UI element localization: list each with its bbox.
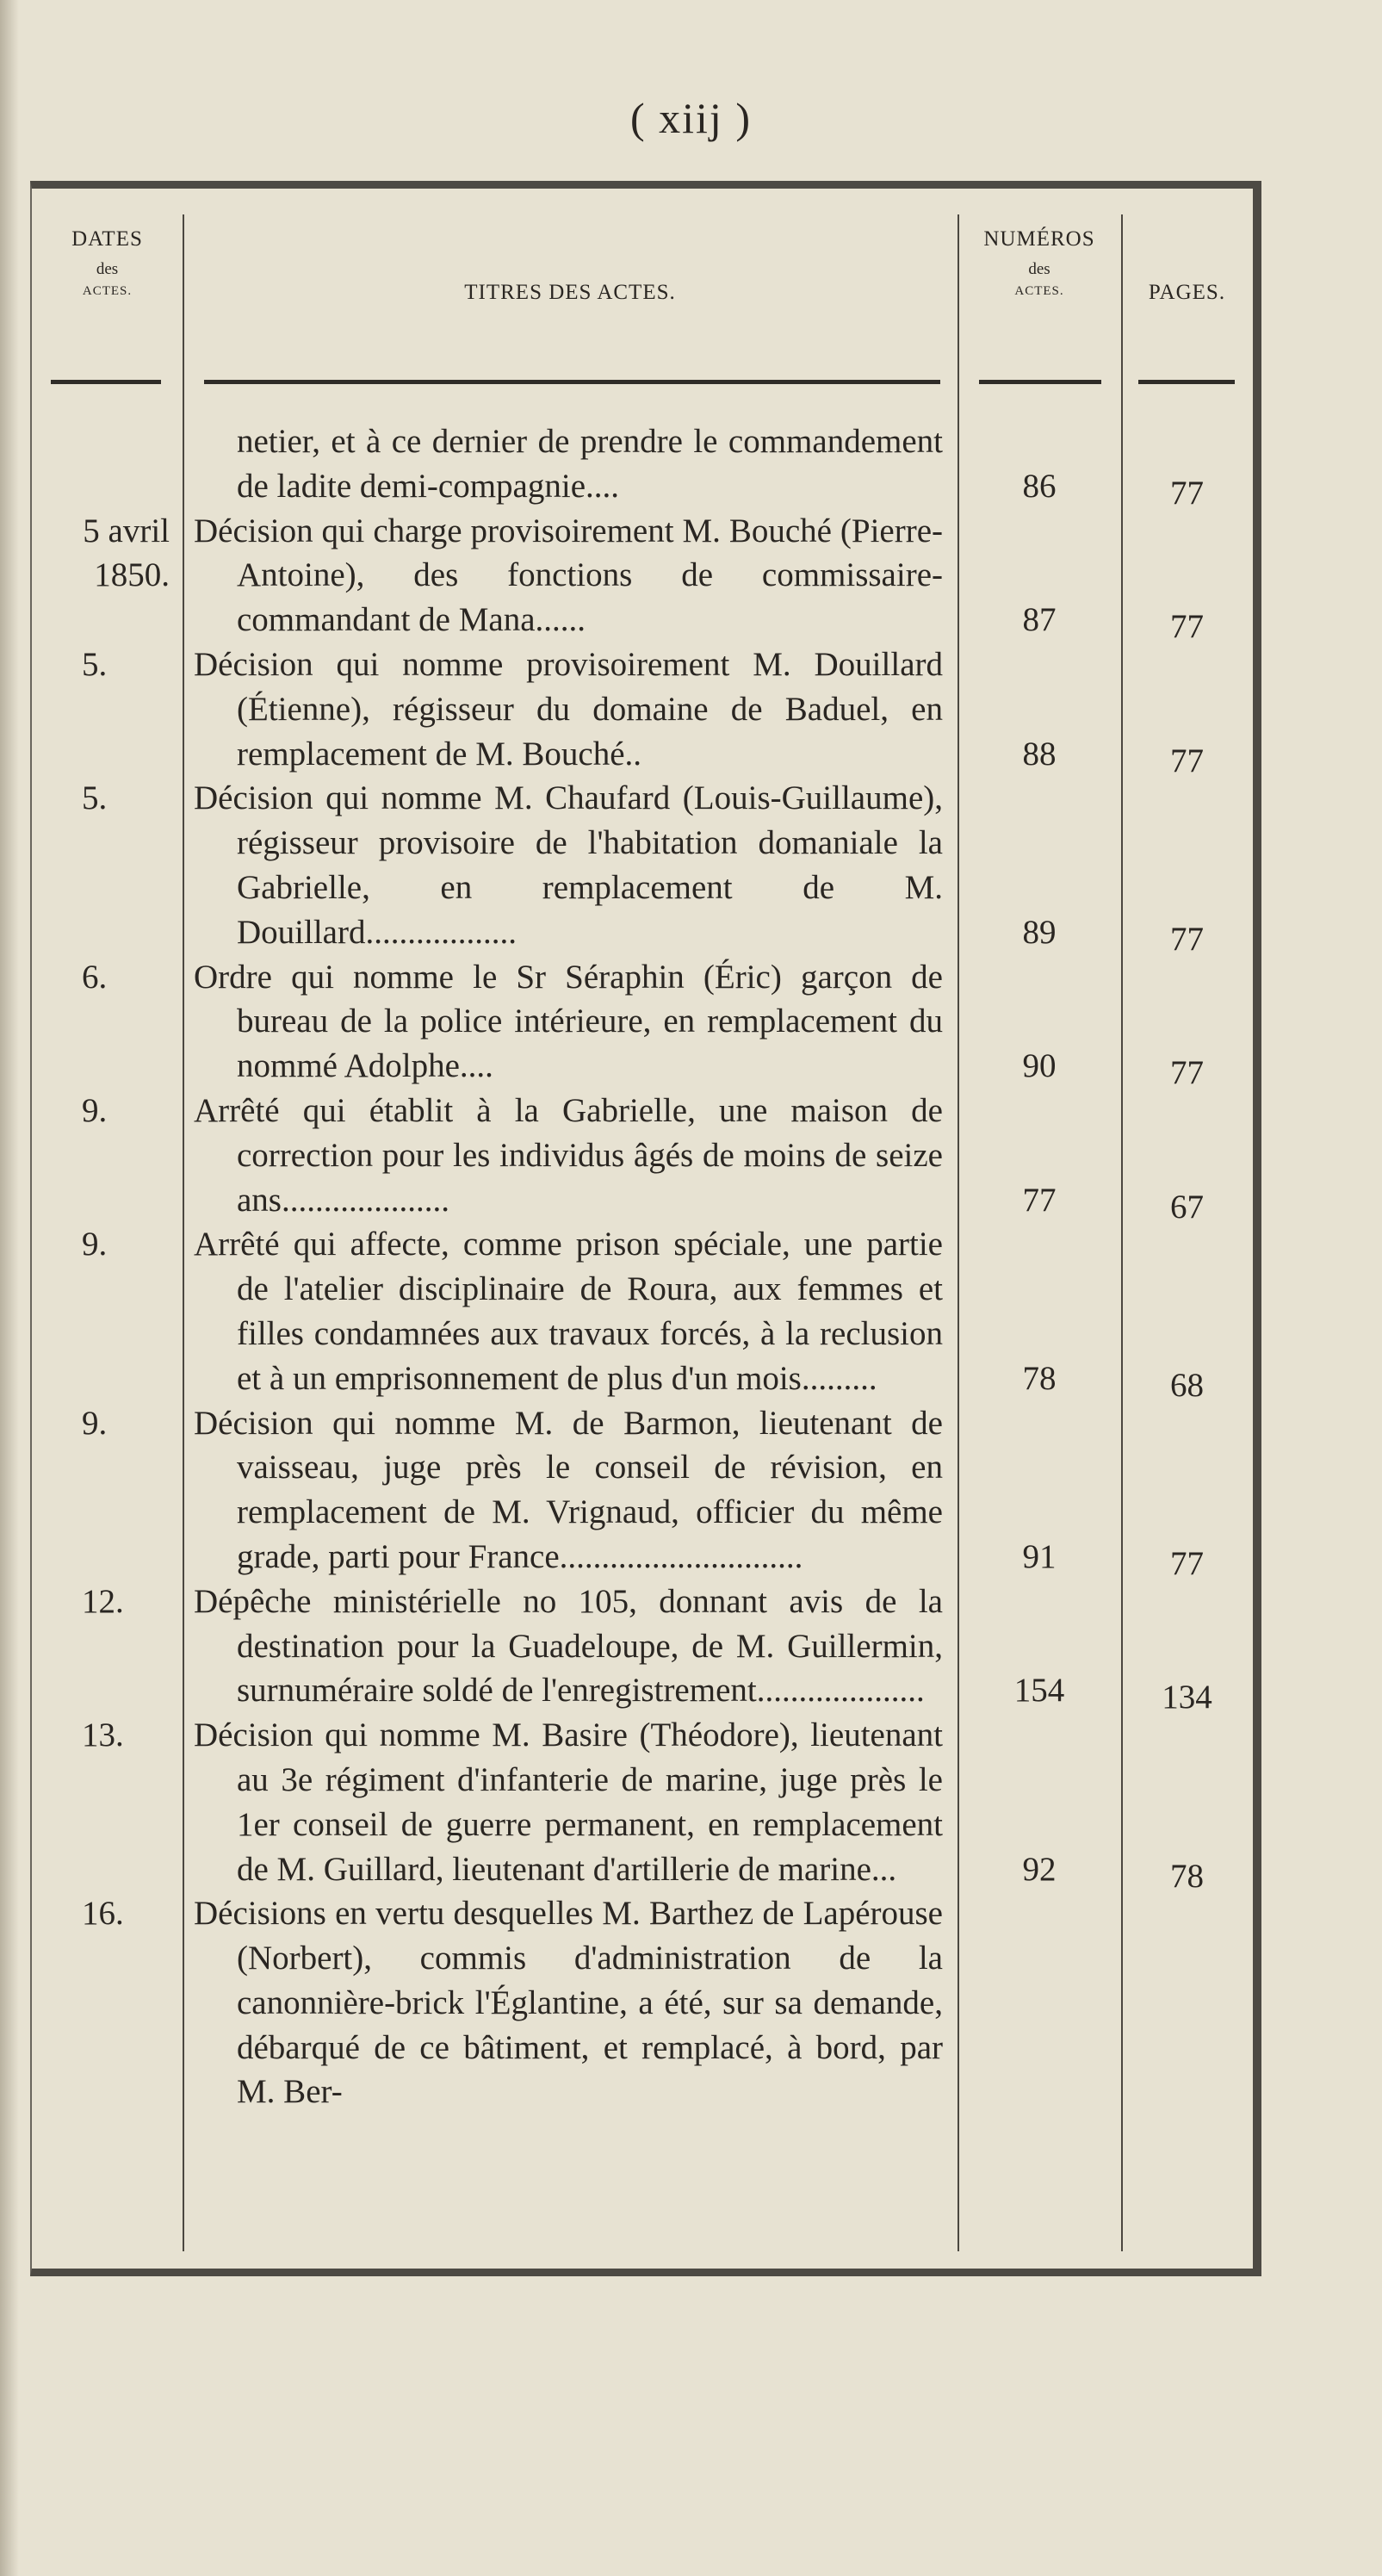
act-title: Arrêté qui établit à la Gabrielle, une maison de correction pour les individus âgés de moins de seize ans.................... <box>194 1091 943 1219</box>
act-page: 68 <box>1170 1366 1204 1404</box>
act-page: 77 <box>1170 1544 1204 1582</box>
act-date: 9. <box>82 1226 108 1263</box>
header-dates-line2: des <box>96 259 119 278</box>
table-row <box>32 1401 1253 1580</box>
table-body <box>32 419 1253 2114</box>
act-title: Dépêche ministérielle no 105, donnant avis de la destination pour la Guadeloupe, de M. Guillermin, surnuméraire soldé de l'enregistrement.................... <box>194 1582 943 1710</box>
act-date: 12. <box>82 1582 124 1620</box>
act-page: 67 <box>1170 1188 1204 1226</box>
act-page: 134 <box>1162 1679 1212 1716</box>
act-title: Ordre qui nomme le Sr Séraphin (Éric) garçon de bureau de la police intérieure, en remplacement du nommé Adolphe.... <box>194 958 943 1085</box>
act-title: Décision qui nomme M. Basire (Théodore), lieutenant au 3e régiment d'infanterie de marine, juge près le 1er conseil de guerre permanent, en remplacement de M. Guillard, lieutenant d'artillerie de marine... <box>194 1716 943 1888</box>
header-rule <box>979 380 1101 384</box>
table-row <box>32 1580 1253 1716</box>
header-dates <box>32 223 183 301</box>
header-rule <box>204 380 940 384</box>
page-number: ( xiij ) <box>630 94 752 142</box>
act-date: 6. <box>82 958 108 996</box>
header-numeros-line1: NUMÉROS <box>983 227 1095 251</box>
act-title: Décision qui charge provisoirement M. Bouché (Pierre-Antoine), des fonctions de commissaire-commandant de Mana...... <box>194 512 943 639</box>
table-row <box>32 1222 1253 1404</box>
act-number: 87 <box>1022 601 1057 639</box>
header-rule <box>51 380 161 384</box>
act-page: 77 <box>1170 920 1204 958</box>
header-numeros-line3: ACTES. <box>1014 284 1064 299</box>
act-title: Décisions en vertu desquelles M. Barthez de Lapérouse (Norbert), commis d'administration de la canonnière-brick l'Églantine, a été, sur sa demande, débarqué de ce bâtiment, et remplacé, à bord, par M. Ber- <box>194 1895 943 2111</box>
act-number: 92 <box>1022 1850 1057 1888</box>
act-page: 77 <box>1170 1054 1204 1092</box>
table-row <box>32 1891 1253 2114</box>
acts-table <box>30 181 1261 2276</box>
header-numeros <box>957 223 1121 301</box>
act-number: 91 <box>1022 1537 1057 1575</box>
table-row <box>32 1713 1253 1895</box>
act-page: 77 <box>1170 608 1204 646</box>
act-number: 78 <box>1022 1359 1057 1397</box>
act-date: 5. <box>82 645 108 683</box>
act-page: 77 <box>1170 742 1204 779</box>
act-page: 78 <box>1170 1857 1204 1895</box>
header-dates-line3: ACTES. <box>82 284 133 299</box>
table-row <box>32 776 1253 958</box>
header-dates-line1: DATES <box>71 227 143 251</box>
act-number: 77 <box>1022 1181 1057 1219</box>
table-row <box>32 642 1253 779</box>
page-edge-shadow <box>0 0 19 2576</box>
act-date: 13. <box>82 1716 124 1754</box>
header-titres: TITRES DES ACTES. <box>464 281 676 304</box>
act-title: Décision qui nomme provisoirement M. Douillard (Étienne), régisseur du domaine de Baduel, en remplacement de M. Bouché.. <box>194 645 943 773</box>
act-title: Décision qui nomme M. de Barmon, lieutenant de vaisseau, juge près le conseil de révision, en remplacement de M. Vrignaud, officier du même grade, parti pour France............................. <box>194 1404 943 1575</box>
act-number: 90 <box>1022 1047 1057 1085</box>
act-title: netier, et à ce dernier de prendre le commandement de ladite demi-compagnie.... <box>237 423 943 505</box>
table-row <box>32 509 1253 646</box>
act-date: 16. <box>82 1895 124 1933</box>
act-title: Arrêté qui affecte, comme prison spéciale, une partie de l'atelier disciplinaire de Roura, aux femmes et filles condamnées aux travaux forcés, à la reclusion et à un emprisonnement de plus d'un mois......... <box>194 1226 943 1397</box>
header-rule <box>1138 380 1235 384</box>
act-date: 9. <box>82 1091 108 1129</box>
table-row <box>32 955 1253 1092</box>
act-number: 154 <box>1013 1672 1065 1710</box>
header-numeros-line2: des <box>1028 259 1050 278</box>
act-date: 5 avril 1850. <box>83 512 170 594</box>
act-number: 86 <box>1022 467 1057 505</box>
act-number: 88 <box>1022 735 1057 773</box>
table-row <box>32 419 1253 512</box>
act-number: 89 <box>1022 913 1057 951</box>
table-row <box>32 1089 1253 1226</box>
act-date: 9. <box>82 1404 108 1442</box>
act-date: 5. <box>82 779 108 817</box>
header-pages: PAGES. <box>1148 281 1226 304</box>
act-page: 77 <box>1170 474 1204 512</box>
act-title: Décision qui nomme M. Chaufard (Louis-Guillaume), régisseur provisoire de l'habitation domaniale la Gabrielle, en remplacement de M. Douillard.................. <box>194 779 943 951</box>
